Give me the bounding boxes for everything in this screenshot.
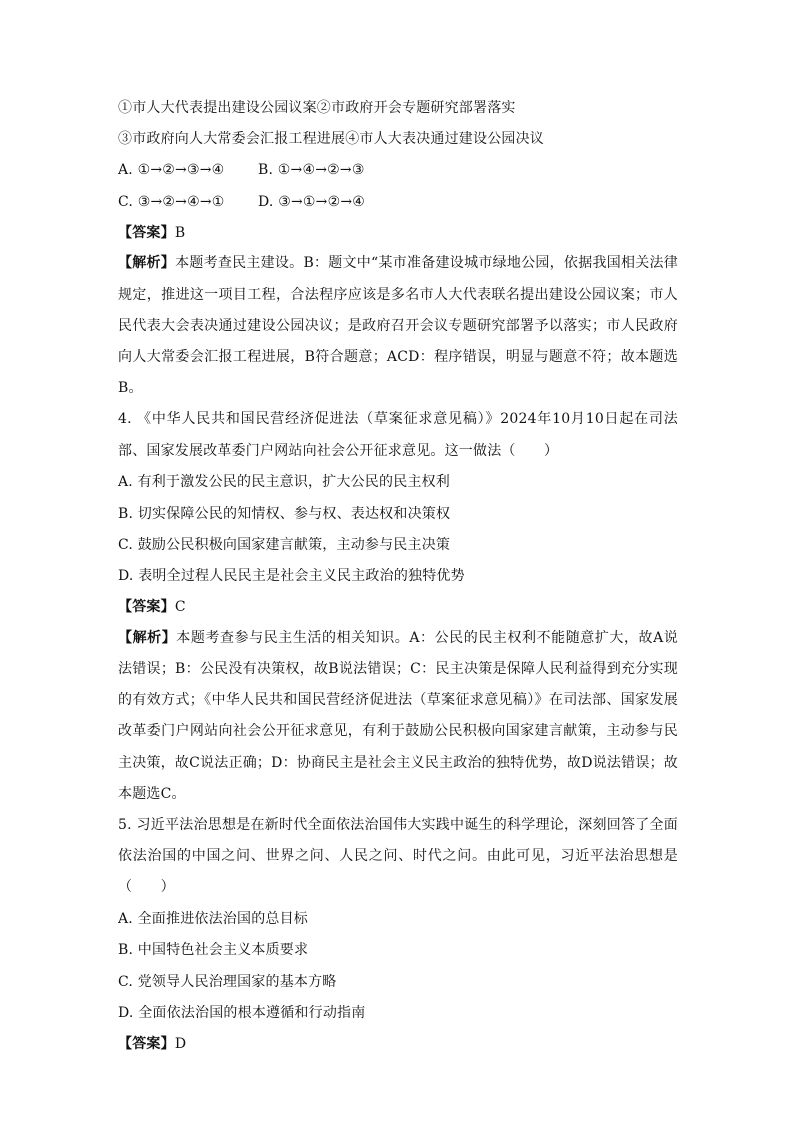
q5-option-c: C. 党领导人民治理国家的基本方略 bbox=[118, 973, 337, 990]
q4-option-b: B. 切实保障公民的知情权、参与权、表达权和决策权 bbox=[118, 505, 451, 522]
q3-analysis-label: 【解析】 bbox=[118, 255, 176, 272]
q3-statement-line-2: ③市政府向人大常委会汇报工程进展④市人大表决通过建设公园决议 bbox=[118, 131, 544, 148]
q5-stem: 5. 习近平法治思想是在新时代全面依法治国伟大实践中诞生的科学理论，深刻回答了全面依法治国的中国之问、世界之问、人民之问、时代之问。由此可见，习近平法治思想是（ ） bbox=[118, 816, 678, 896]
q5-option-d: D. 全面依法治国的根本遵循和行动指南 bbox=[118, 1004, 366, 1021]
q5-answer-label: 【答案】 bbox=[118, 1035, 175, 1052]
q4-answer bbox=[118, 597, 678, 617]
q4-option-d: D. 表明全过程人民民主是社会主义民主政治的独特优势 bbox=[118, 567, 465, 584]
q3-option-d: D. ③→①→②→④ bbox=[258, 193, 366, 210]
q5-answer-value: D bbox=[174, 1035, 187, 1052]
q3-option-c: C. ③→②→④→① bbox=[118, 193, 225, 210]
q4-analysis-label: 【解析】 bbox=[118, 629, 177, 646]
q4-stem: 4. 《中华人民共和国民营经济促进法（草案征求意见稿）》2024年10月10日起在司法部、国家发展改革委门户网站向社会公开征求意见。这一做法（ ） bbox=[118, 411, 678, 459]
q4-answer-value: C bbox=[174, 599, 186, 616]
q3-options-row-1 bbox=[118, 160, 678, 180]
q5-option-a: A. 全面推进依法治国的总目标 bbox=[118, 911, 309, 928]
q3-statement-line-1: ①市人大代表提出建设公园议案②市政府开会专题研究部署落实 bbox=[118, 100, 516, 116]
q3-options-row-2 bbox=[118, 192, 678, 212]
q4-option-c: C. 鼓励公民积极向国家建言献策，主动参与民主决策 bbox=[118, 536, 451, 553]
q4-analysis bbox=[118, 623, 678, 810]
document-content bbox=[118, 98, 678, 1065]
q3-option-a: A. ①→②→③→④ bbox=[118, 162, 225, 179]
q3-answer bbox=[118, 223, 678, 243]
q4-analysis-text: 本题考查参与民主生活的相关知识。A：公民的民主权利不能随意扩大，故A说法错误；B：公民没有决策权，故B说法错误；C：民主决策是保障人民利益得到充分实现的有效方式；《中华人民共和国民营经济促进法（草案征求意见稿）》在司法部、国家发展改革委门户网站向社会公开征求意见，有利于鼓励公民积极向国家建言献策，主动参与民主决策，故C说法正确；D：协商民主是社会主义民主政治的独特优势，故D说法错误；故本题选C。 bbox=[118, 629, 678, 802]
q4-answer-label: 【答案】 bbox=[118, 599, 175, 616]
q4-option-a: A. 有利于激发公民的民主意识，扩大公民的民主权利 bbox=[118, 474, 451, 491]
q3-analysis-text: 本题考查民主建设。B：题文中“某市准备建设城市绿地公园，依据我国相关法律规定，推进这一项目工程，合法程序应该是多名市人大代表联名提出建设公园议案；市人民代表大会表决通过建设公园决议；是政府召开会议专题研究部署予以落实；市人民政府向人大常委会汇报工程进展，B符合题意；ACD：程序错误，明显与题意不符；故本题选B。 bbox=[118, 255, 678, 397]
q3-answer-value: B bbox=[174, 224, 186, 241]
q5-option-b: B. 中国特色社会主义本质要求 bbox=[118, 942, 309, 959]
q3-analysis bbox=[118, 248, 678, 404]
q3-answer-label: 【答案】 bbox=[118, 224, 175, 241]
q3-option-b: B. ①→④→②→③ bbox=[258, 162, 365, 179]
q5-answer bbox=[118, 1034, 678, 1054]
